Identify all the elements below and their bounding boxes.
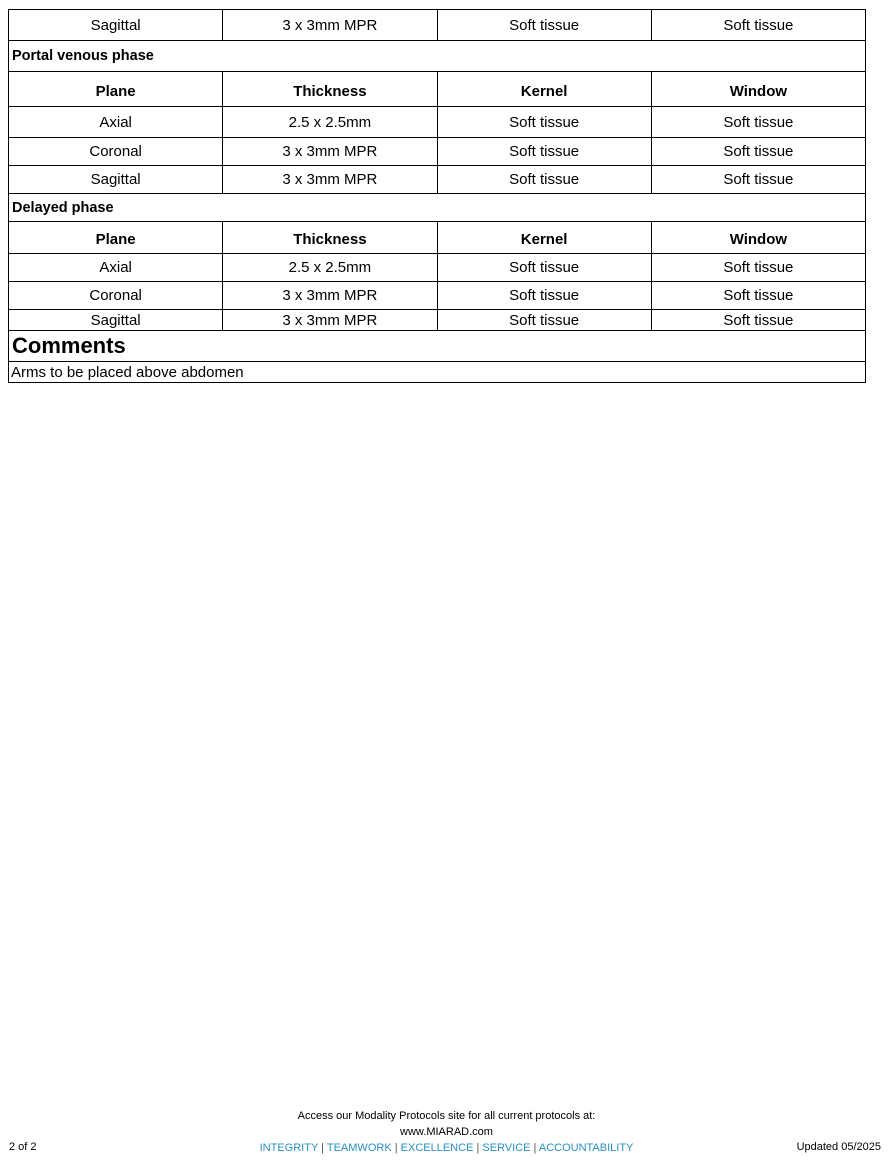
- table-row: [9, 166, 866, 194]
- header-row: [9, 72, 866, 107]
- cell-thickness: 3 x 3mm MPR: [223, 282, 437, 310]
- cell-window: Soft tissue: [651, 254, 865, 282]
- table-row: [9, 107, 866, 138]
- footer-access-line: Access our Modality Protocols site for all current protocols at:: [297, 1110, 596, 1122]
- comments-text: Arms to be placed above abdomen: [9, 362, 866, 383]
- cell-plane: Sagittal: [9, 10, 223, 41]
- cell-thickness: 3 x 3mm MPR: [223, 166, 437, 194]
- cell-kernel: Soft tissue: [437, 10, 651, 41]
- value-separator: |: [476, 1142, 480, 1154]
- comments-row: [9, 362, 866, 383]
- section-row: [9, 194, 866, 222]
- footer-values: [0, 1142, 893, 1154]
- table-row: [9, 138, 866, 166]
- value-accountability: ACCOUNTABILITY: [538, 1142, 634, 1154]
- cell-plane: Coronal: [9, 138, 223, 166]
- header-plane: Plane: [9, 72, 223, 107]
- value-separator: |: [533, 1142, 537, 1154]
- table-row: [9, 254, 866, 282]
- table-row: [9, 310, 866, 331]
- header-row: [9, 222, 866, 254]
- section-row: [9, 41, 866, 72]
- cell-kernel: Soft tissue: [437, 254, 651, 282]
- cell-kernel: Soft tissue: [437, 166, 651, 194]
- cell-kernel: Soft tissue: [437, 107, 651, 138]
- header-window: Window: [651, 72, 865, 107]
- cell-thickness: 3 x 3mm MPR: [223, 10, 437, 41]
- cell-window: Soft tissue: [651, 310, 865, 331]
- value-excellence: EXCELLENCE: [400, 1142, 474, 1154]
- value-integrity: INTEGRITY: [259, 1142, 319, 1154]
- cell-kernel: Soft tissue: [437, 310, 651, 331]
- cell-window: Soft tissue: [651, 138, 865, 166]
- header-kernel: Kernel: [437, 72, 651, 107]
- header-kernel: Kernel: [437, 222, 651, 254]
- cell-plane: Sagittal: [9, 310, 223, 331]
- value-teamwork: TEAMWORK: [326, 1142, 392, 1154]
- cell-window: Soft tissue: [651, 10, 865, 41]
- portal-venous-title: Portal venous phase: [9, 41, 866, 72]
- cell-thickness: 2.5 x 2.5mm: [223, 254, 437, 282]
- cell-thickness: 2.5 x 2.5mm: [223, 107, 437, 138]
- cell-plane: Coronal: [9, 282, 223, 310]
- comments-header-row: [9, 331, 866, 362]
- value-service: SERVICE: [482, 1142, 531, 1154]
- header-plane: Plane: [9, 222, 223, 254]
- cell-window: Soft tissue: [651, 166, 865, 194]
- protocol-table: [8, 9, 866, 383]
- updated-date: Updated 05/2025: [796, 1141, 881, 1153]
- cell-kernel: Soft tissue: [437, 138, 651, 166]
- value-separator: |: [394, 1142, 398, 1154]
- table-row: [9, 10, 866, 41]
- table-row: [9, 282, 866, 310]
- page-number: 2 of 2: [9, 1141, 37, 1153]
- comments-title: Comments: [9, 331, 866, 362]
- cell-window: Soft tissue: [651, 107, 865, 138]
- cell-plane: Sagittal: [9, 166, 223, 194]
- cell-thickness: 3 x 3mm MPR: [223, 138, 437, 166]
- cell-thickness: 3 x 3mm MPR: [223, 310, 437, 331]
- cell-plane: Axial: [9, 254, 223, 282]
- value-separator: |: [321, 1142, 325, 1154]
- header-window: Window: [651, 222, 865, 254]
- cell-window: Soft tissue: [651, 282, 865, 310]
- header-thickness: Thickness: [223, 222, 437, 254]
- cell-plane: Axial: [9, 107, 223, 138]
- footer-url[interactable]: www.MIARAD.com: [400, 1126, 493, 1138]
- cell-kernel: Soft tissue: [437, 282, 651, 310]
- delayed-title: Delayed phase: [9, 194, 866, 222]
- header-thickness: Thickness: [223, 72, 437, 107]
